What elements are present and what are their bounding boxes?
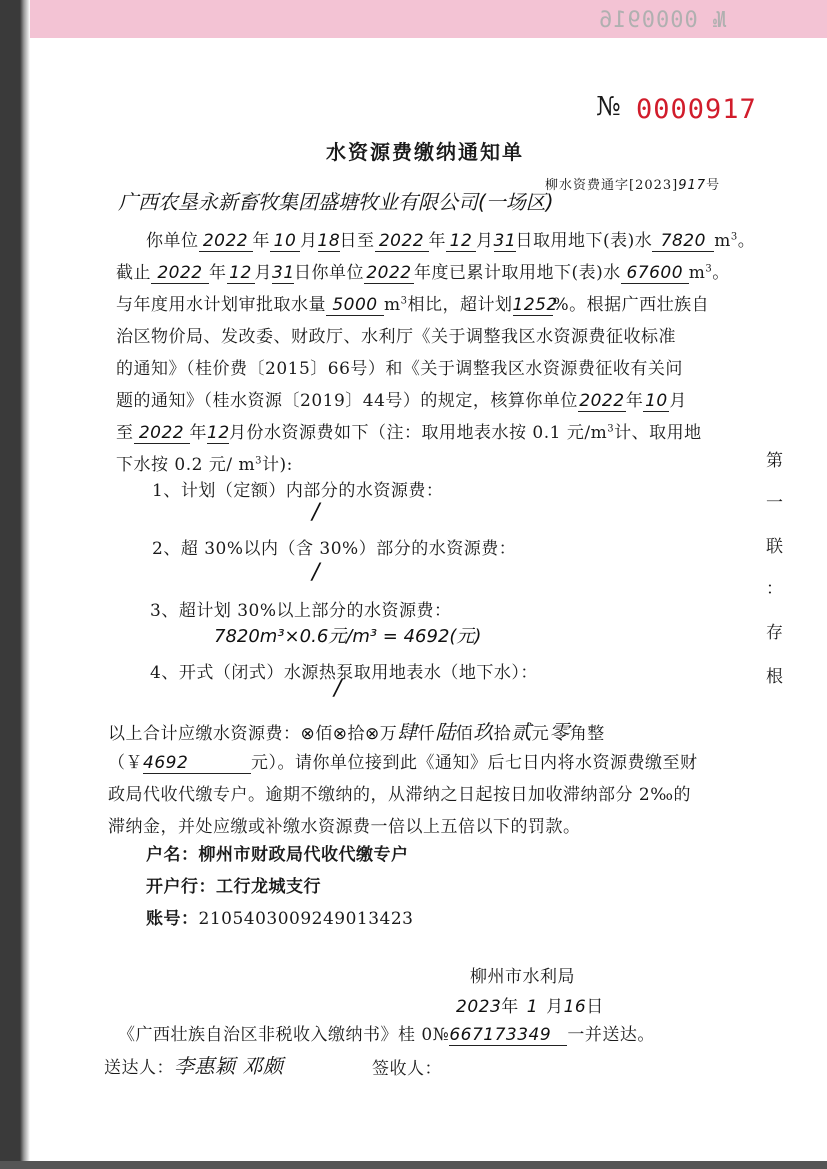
body-line-6: 题的通知》（桂水资源〔2019〕44号）的规定，核算你单位2022年10月 bbox=[116, 391, 687, 411]
item-1: 1、计划（定额）内部分的水资源费： bbox=[152, 481, 444, 501]
account-bank: 开户行：工行龙城支行 bbox=[146, 877, 321, 897]
body-line-5: 的通知》（桂价费〔2015〕66号）和《关于调整我区水资源费征收有关问 bbox=[116, 359, 683, 379]
account-name: 户名：柳州市财政局代收代缴专户 bbox=[146, 845, 409, 865]
doc-number: 0000917 bbox=[636, 94, 757, 125]
ghost-number: № 0000916 bbox=[598, 8, 727, 33]
receipt-book-line: 《广西壮族自治区非税收入缴纳书》桂 0№667173349 一并送达。 bbox=[118, 1025, 655, 1045]
item-4-value: / bbox=[334, 676, 342, 701]
body-line-4: 治区物价局、发改委、财政厅、水利厅《关于调整我区水资源费征收标准 bbox=[116, 327, 676, 347]
total-amount-line: （￥4692 元）。请你单位接到此《通知》后七日内将水资源费缴至财 bbox=[108, 753, 698, 773]
account-number: 账号：2105403009249013423 bbox=[146, 909, 414, 929]
item-2: 2、超 30%以内（含 30%）部分的水资源费： bbox=[152, 539, 517, 559]
reference-number: 柳水资费通字[2023]917号 bbox=[545, 178, 721, 193]
payer-name: 广西农垦永新畜牧集团盛塘牧业有限公司(一场区) bbox=[118, 190, 554, 214]
doc-number-symbol: № bbox=[596, 92, 621, 122]
side-label-char-5: 存 bbox=[766, 623, 783, 643]
body-line-3: 与年度用水计划审批取水量 5000 $m^3$相比，超计划1252%。根据广西壮族自 bbox=[116, 295, 710, 315]
side-label-char-2: 一 bbox=[766, 493, 783, 513]
issuer: 柳州市水利局 bbox=[470, 967, 575, 987]
body-line-7: 至 2022 年12月份水资源费如下（注：取用地表水按 0.1 元$/m^3$计、取用地 bbox=[116, 423, 702, 443]
item-3-calculation: 7820m³×0.6元/m³ = 4692(元) bbox=[214, 626, 482, 647]
side-label-char-6: 根 bbox=[766, 667, 783, 687]
binding-spine bbox=[0, 0, 30, 1169]
side-label-char-3: 联 bbox=[766, 537, 783, 557]
item-3: 3、超计划 30%以上部分的水资源费： bbox=[150, 601, 452, 621]
item-1-value: / bbox=[312, 500, 320, 525]
body-line-8: 下水按 0.2 元/ $m^3$计): bbox=[116, 455, 293, 475]
issue-date: 2023年 1 月16日 bbox=[456, 997, 604, 1017]
side-label-char-4: ： bbox=[766, 579, 783, 599]
item-4: 4、开式（闭式）水源热泵取用地表水（地下水）： bbox=[150, 663, 538, 683]
body-line-1: 你单位 2022 年 10 月18日至 2022 年 12 月31日取用地下(表)水 7820 $m^3$。 bbox=[146, 231, 756, 251]
total-line: 以上合计应缴水资源费：⊗佰⊗拾⊗万肆仟陆佰玖拾贰元零角整 bbox=[108, 720, 605, 744]
receiver-label: 签收人： bbox=[372, 1059, 442, 1079]
body-line-2: 截止 2022 年 12 月31日你单位 2022 年度已累计取用地下(表)水 67600 $m^3$。 bbox=[116, 263, 730, 283]
notice-line-2: 政局代收代缴专户。逾期不缴纳的，从滞纳之日起按日加收滞纳部分 2‰的 bbox=[108, 785, 692, 805]
side-label-char-1: 第 bbox=[766, 451, 783, 471]
sender-line: 送达人：李惠颖 邓颇 bbox=[104, 1054, 284, 1078]
item-2-value: / bbox=[312, 560, 320, 585]
page-title: 水资源费缴纳通知单 bbox=[326, 140, 524, 164]
notice-line-3: 滞纳金，并处应缴或补缴水资源费一倍以上五倍以下的罚款。 bbox=[108, 817, 581, 837]
sender-signature: 李惠颖 邓颇 bbox=[174, 1054, 284, 1078]
bottom-edge bbox=[0, 1161, 827, 1169]
